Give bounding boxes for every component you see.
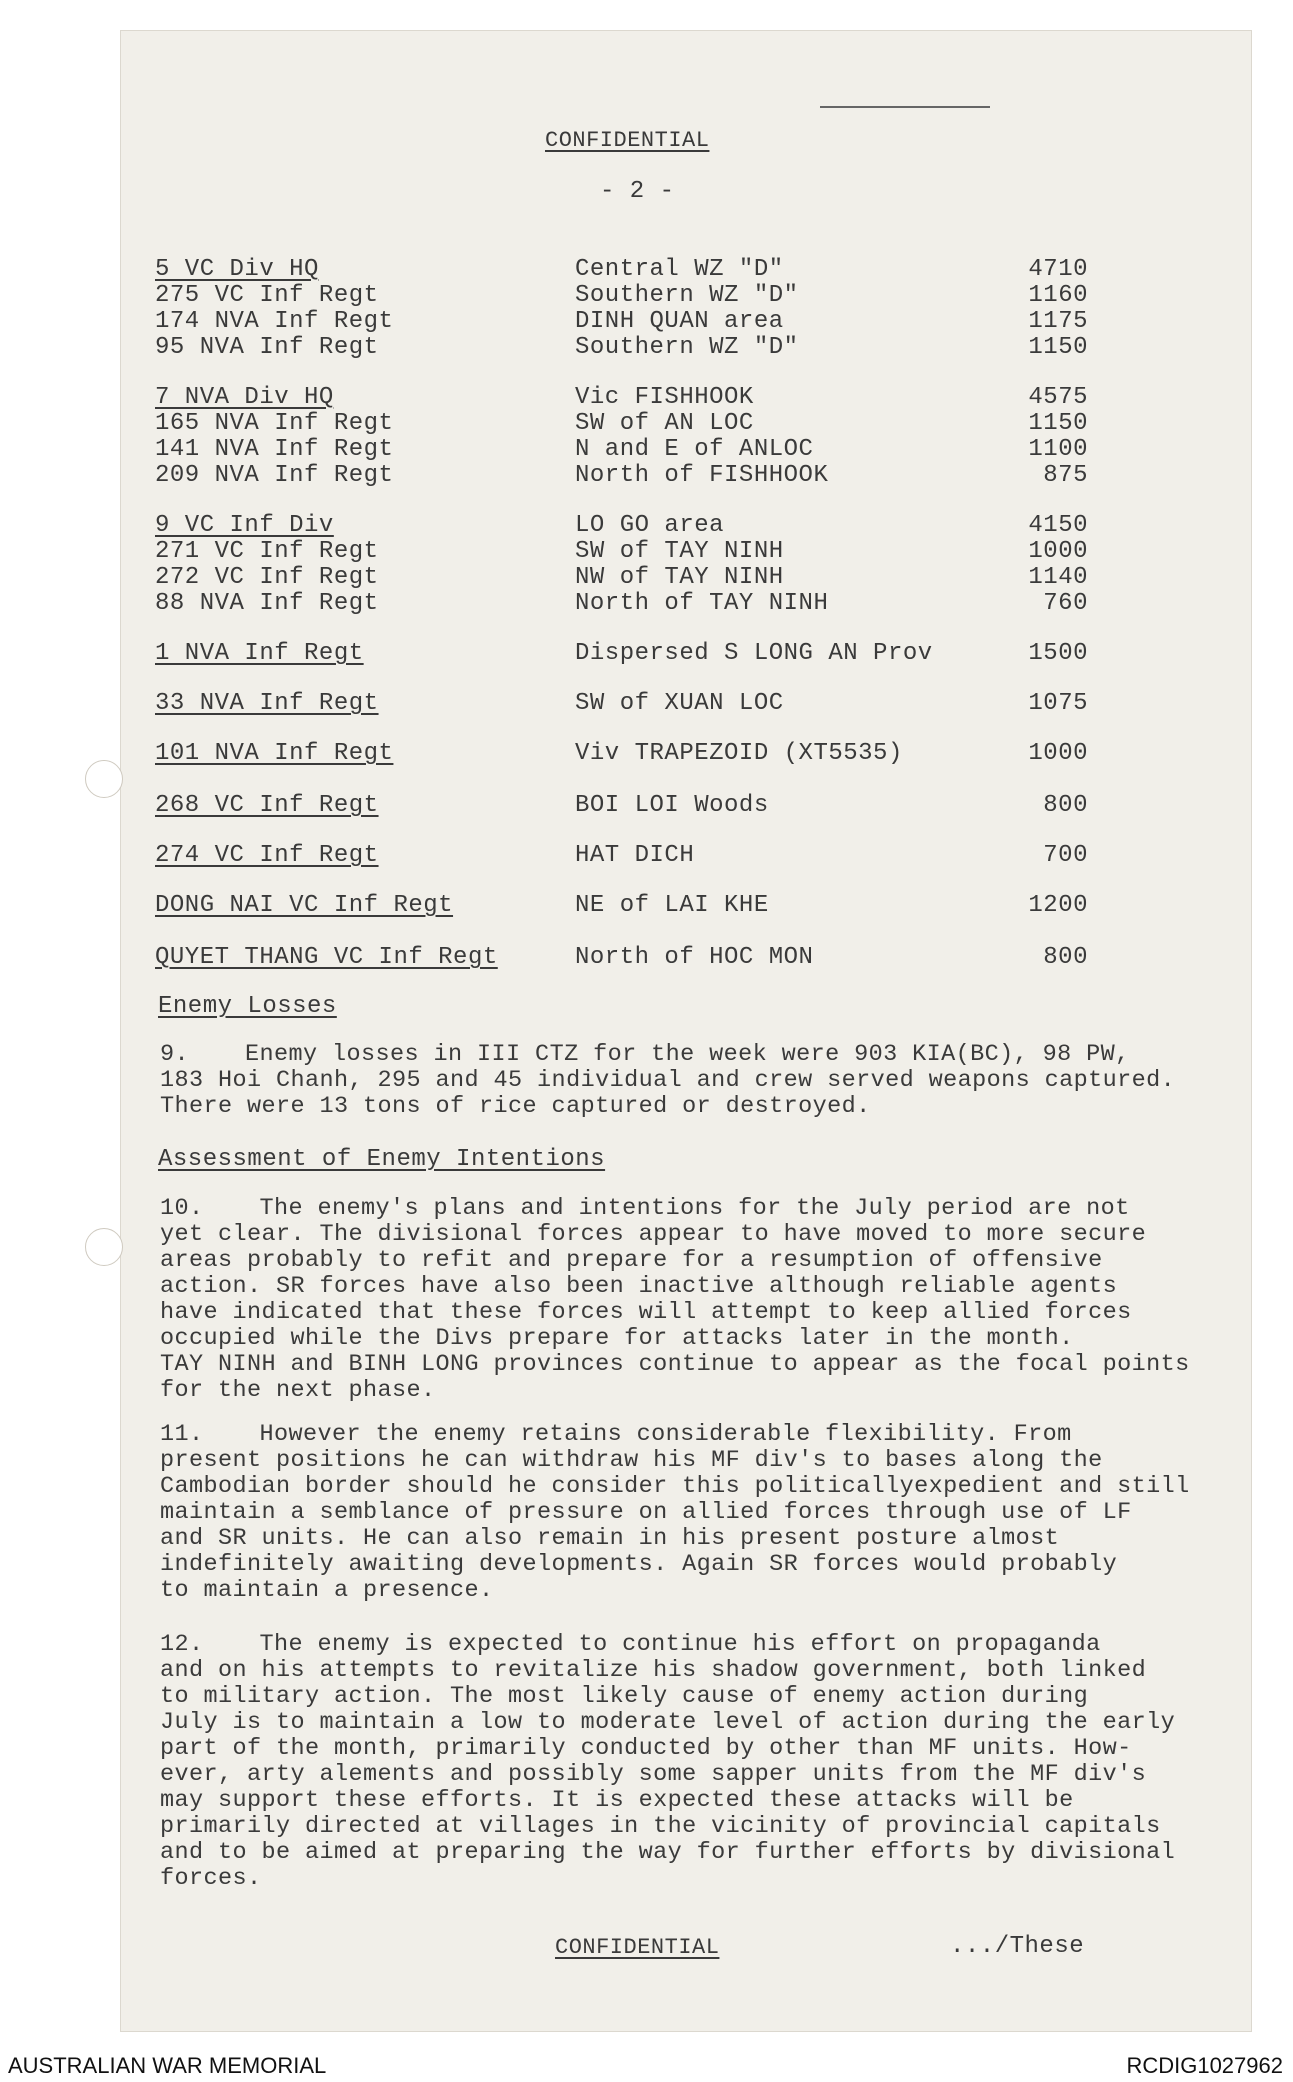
paragraph-12-text: The enemy is expected to continue his effort on propaganda and on his attempts to revitalize his shadow government, both linked to military action. The most likely cause of enemy action during July is to maintain a low to moderate level of action during the early part of the month, primarily conducted by other than MF units. How- ever, arty alements and possibly some sapper units from the MF div's may support these efforts. It is expected these attacks will be primarily directed at villages in the vicinity of provincial capitals and to be aimed at preparing the way for further efforts by divisional forces. xyxy=(160,1631,1176,1892)
unit-strength: 1100 xyxy=(1028,436,1088,463)
unit-location: DINH QUAN area xyxy=(575,308,784,335)
unit-location: LO GO area xyxy=(575,512,725,539)
paragraph-9 xyxy=(160,1042,1235,1120)
unit-location: SW of XUAN LOC xyxy=(575,690,784,717)
unit-location: Dispersed S LONG AN Prov xyxy=(575,640,933,667)
unit-name: 165 NVA Inf Regt xyxy=(155,410,394,437)
top-stray-mark xyxy=(820,106,990,108)
unit-strength: 875 xyxy=(1043,462,1088,489)
unit-name: 174 NVA Inf Regt xyxy=(155,308,394,335)
unit-location: N and E of ANLOC xyxy=(575,436,814,463)
unit-name: 274 VC Inf Regt xyxy=(155,842,379,869)
paragraph-11-number: 11. xyxy=(160,1421,204,1448)
unit-strength: 1175 xyxy=(1028,308,1088,335)
unit-name: 88 NVA Inf Regt xyxy=(155,590,379,617)
enemy-losses-heading: Enemy Losses xyxy=(158,993,337,1020)
unit-strength: 1200 xyxy=(1028,892,1088,919)
unit-name: 1 NVA Inf Regt xyxy=(155,640,364,667)
unit-name: 209 NVA Inf Regt xyxy=(155,462,394,489)
unit-strength: 4710 xyxy=(1028,256,1088,283)
paragraph-9-text: Enemy losses in III CTZ for the week were 903 KIA(BC), 98 PW, 183 Hoi Chanh, 295 and 45 individual and crew served weapons captured. There were 13 tons of rice captured or destroyed. xyxy=(160,1041,1176,1120)
unit-name: 271 VC Inf Regt xyxy=(155,538,379,565)
unit-name: 272 VC Inf Regt xyxy=(155,564,379,591)
paragraph-10-number: 10. xyxy=(160,1195,204,1222)
unit-location: SW of TAY NINH xyxy=(575,538,784,565)
paragraph-11-text: However the enemy retains considerable flexibility. From present positions he can withdraw his MF div's to bases along the Cambodian border should he consider this politicallyexpedient and still maintain a semblance of pressure on allied forces through use of LF and SR units. He can also remain in his present posture almost indefinitely awaiting developments. Again SR forces would probably to maintain a presence. xyxy=(160,1421,1190,1604)
unit-location: HAT DICH xyxy=(575,842,695,869)
unit-name: 33 NVA Inf Regt xyxy=(155,690,379,717)
unit-location: NW of TAY NINH xyxy=(575,564,784,591)
page-number: - 2 - xyxy=(600,178,675,205)
unit-name: 268 VC Inf Regt xyxy=(155,792,379,819)
paragraph-11 xyxy=(160,1422,1235,1604)
paragraph-10 xyxy=(160,1196,1235,1404)
punch-hole-bottom xyxy=(85,1228,123,1266)
paragraph-12-number: 12. xyxy=(160,1631,204,1658)
unit-strength: 1160 xyxy=(1028,282,1088,309)
unit-strength: 760 xyxy=(1043,590,1088,617)
unit-strength: 1140 xyxy=(1028,564,1088,591)
unit-name: QUYET THANG VC Inf Regt xyxy=(155,944,498,971)
unit-location: Central WZ "D" xyxy=(575,256,784,283)
unit-strength: 1000 xyxy=(1028,538,1088,565)
unit-name: 141 NVA Inf Regt xyxy=(155,436,394,463)
assessment-heading: Assessment of Enemy Intentions xyxy=(158,1146,606,1173)
unit-location: North of FISHHOOK xyxy=(575,462,829,489)
unit-location: North of HOC MON xyxy=(575,944,814,971)
unit-name: 7 NVA Div HQ xyxy=(155,384,334,411)
punch-hole-top xyxy=(85,760,123,798)
unit-strength: 1150 xyxy=(1028,410,1088,437)
unit-name: 9 VC Inf Div xyxy=(155,512,334,539)
unit-strength: 1500 xyxy=(1028,640,1088,667)
unit-location: BOI LOI Woods xyxy=(575,792,769,819)
unit-location: SW of AN LOC xyxy=(575,410,754,437)
unit-location: Southern WZ "D" xyxy=(575,334,799,361)
unit-name: 275 VC Inf Regt xyxy=(155,282,379,309)
unit-strength: 1150 xyxy=(1028,334,1088,361)
header-classification: CONFIDENTIAL xyxy=(545,128,710,153)
unit-location: NE of LAI KHE xyxy=(575,892,769,919)
unit-strength: 1075 xyxy=(1028,690,1088,717)
unit-location: Vic FISHHOOK xyxy=(575,384,754,411)
unit-strength: 700 xyxy=(1043,842,1088,869)
archive-source: AUSTRALIAN WAR MEMORIAL xyxy=(8,2053,327,2078)
archive-footer xyxy=(0,2050,1293,2082)
unit-name: 95 NVA Inf Regt xyxy=(155,334,379,361)
unit-strength: 1000 xyxy=(1028,740,1088,767)
unit-name: DONG NAI VC Inf Regt xyxy=(155,892,454,919)
paragraph-9-number: 9. xyxy=(160,1041,190,1068)
footer-classification: CONFIDENTIAL xyxy=(555,1935,720,1960)
unit-name: 101 NVA Inf Regt xyxy=(155,740,394,767)
unit-location: Southern WZ "D" xyxy=(575,282,799,309)
archive-reference: RCDIG1027962 xyxy=(1126,2053,1283,2078)
unit-location: Viv TRAPEZOID (XT5535) xyxy=(575,740,903,767)
unit-strength: 800 xyxy=(1043,792,1088,819)
unit-name: 5 VC Div HQ xyxy=(155,256,319,283)
continuation-marker: .../These xyxy=(950,1933,1085,1960)
unit-strength: 4575 xyxy=(1028,384,1088,411)
paragraph-12 xyxy=(160,1632,1235,1892)
unit-strength: 800 xyxy=(1043,944,1088,971)
unit-strength: 4150 xyxy=(1028,512,1088,539)
unit-location: North of TAY NINH xyxy=(575,590,829,617)
paragraph-10-text: The enemy's plans and intentions for the July period are not yet clear. The divisional forces appear to have moved to more secure areas probably to refit and prepare for a resumption of offensive action. SR forces have also been inactive although reliable agents have indicated that these forces will attempt to keep allied forces occupied while the Divs prepare for attacks later in the month. TAY NINH and BINH LONG provinces continue to appear as the focal points for the next phase. xyxy=(160,1195,1190,1404)
